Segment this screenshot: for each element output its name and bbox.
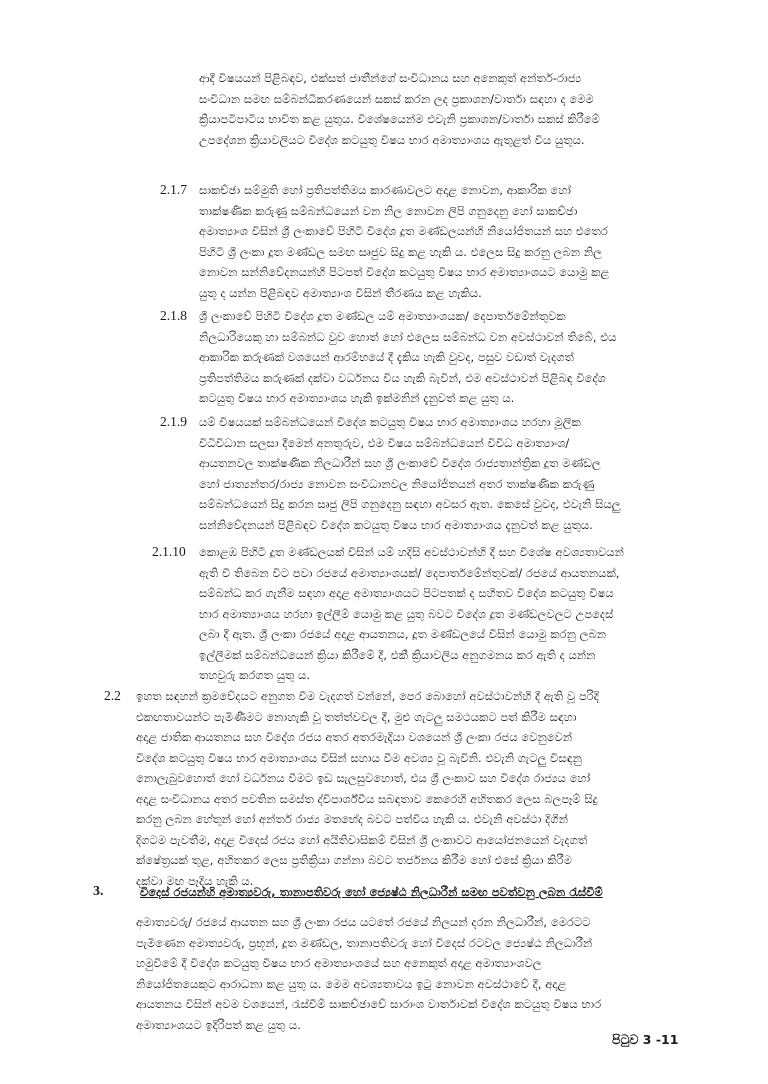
section-2-1-7-text bbox=[199, 180, 661, 303]
text-line: ඇති වී තිබෙන විට පවා රජයේ අමාත්‍යාංශයක්/ දෙපාර්තමේන්තුවක්/ රජයේ ආයතනයක්, bbox=[199, 565, 620, 580]
text-line: හමුවීමේ දී විදේශ කටයුතු විෂය භාර අමාත්‍යාංශයේ සහ අනෙකුත් අදාළ අමාත්‍යාංශවල bbox=[136, 956, 542, 970]
text-line: පිහිටි ශ්‍රී ලංකා දූත මණ්ඩල සමඟ සෘජුව සිදු කළ හැකි ය. එලෙස සිදු කරනු ලබන නිල bbox=[199, 244, 602, 259]
text-line: අදාළ ජාතික ආයතනය සහ විදේශ රජය අතර අතරමැදියා වශයෙන් ශ්‍රී ලංකා රජය වෙනුවෙන් bbox=[136, 730, 573, 744]
text-line: ආයතනවල තාක්ෂණික නිලධාරීන් සහ ශ්‍රී ලංකාවේ විදේශ රාජ්‍යතාන්ත්‍රික දූත මණ්ඩල bbox=[199, 456, 601, 470]
text-line: පැමිණෙන අමාත්‍යවරු, ප්‍රභූන්, දූත මණ්ඩල, තානාපතිවරු හෝ විදෙස් රටවල ජ්‍යෙෂ්ඨ නිලධාරීන් bbox=[136, 935, 593, 950]
section-number: 2.1.7 bbox=[160, 182, 187, 197]
text-line: නියෝජිතයෙකුට ආරාධනා කළ යුතු ය. මෙම අවශ්‍යතාවය ඉටු නොවන අවස්ථාවේ දී, අදාළ bbox=[136, 976, 567, 991]
text-line: සංවිධාන සමඟ සම්බන්ධීකරණයෙන් සකස් කරන ලද ප්‍රකාශන/වාර්තා සඳහා ද මෙම bbox=[199, 91, 594, 106]
section-number: 2.1.8 bbox=[160, 308, 187, 323]
intro-paragraph bbox=[199, 68, 661, 150]
text-line: ආදී විෂයයන් පිළිබඳව, එක්සත් ජාතීන්ගේ සංවිධානය සහ අනෙකුත් අන්තර්-රාජ්‍ය bbox=[199, 71, 582, 85]
text-line: කරනු ලබන හේතුන් හෝ අන්තර් රාජ්‍ය මතභේද බවට පත්විය හැකි ය. එවැනි අවස්ථා දිගින් bbox=[136, 812, 568, 826]
text-line: නොවන සන්නිවේදනයන්හි පිටපත් විදේශ කටයුතු විෂය භාර අමාත්‍යාංශයට යොමු කළ bbox=[199, 265, 610, 279]
text-line: අමාත්‍යවරු/ රජයේ ආයතන සහ ශ්‍රී ලංකා රජය යටතේ රජයේ නිලයන් දරන නිලධාරීන්, මෙරටට bbox=[136, 915, 591, 929]
text-line: දිගටම පැවතීම, අදාළ විදෙස් රජය හෝ අයිතිවාසිකම් විසින් ශ්‍රී ලංකාවට ආයෝජනයෙන් වැදගත් bbox=[136, 832, 588, 847]
section-2-1-9-text bbox=[199, 412, 661, 535]
text-line: ඉහත සඳහන් ක්‍රමවේදයට අනුගත වීම වැදගත් වන්නේ, පෙර බොහෝ අවස්ථාවන්හි දී ඇති වූ පරිදි bbox=[136, 689, 599, 703]
section-2-2-text bbox=[136, 686, 662, 891]
text-line: ක්ෂේත්‍රයක් තුළ, අහිතකර ලෙස ප්‍රතික්‍රියා ගන්නා බවට තර්ජනය කිරීම හෝ එසේ ක්‍රියා කිරීම bbox=[136, 853, 572, 867]
text-line: අමාත්‍යාංශයට ඉදිරිපත් කළ යුතු ය. bbox=[136, 1017, 301, 1032]
text-line: ශ්‍රී ලංකාවේ පිහිටි විදේශ දූත මණ්ඩල යම් අමාත්‍යාංශයක/ දෙපාර්තමේන්තුවක bbox=[199, 309, 566, 323]
text-line: ක්‍රියාපටිපාටිය භාවිත කළ යුතුය. විශේෂයෙන්ම එවැනි ප්‍රකාශන/වාර්තා සකස් කිරීමේ bbox=[199, 112, 600, 126]
text-line: සන්නිවේදනයන් පිළිබඳව විදේශ කටයුතු විෂය භාර අමාත්‍යාංශය දැනුවත් කළ යුතුය. bbox=[199, 517, 593, 532]
text-line: සම්බන්ධ කර ගැනීම සඳහා අදාළ අමාත්‍යාංශයට පිටපතක් ද සහිතව විදේශ කටයුතු විෂය bbox=[199, 586, 614, 600]
text-line: විධිවිධාන සලසා දීමෙන් අනතුරුව, එම විෂය සම්බන්ධයෙන් විවිධ අමාත්‍යාංශ/ bbox=[199, 435, 570, 450]
text-line: ආකාරික කරුණක් වශයෙන් ආරම්භයේ දී දැකිය හැකි වුවද, පසුව වඩාත් වැදගත් bbox=[199, 350, 574, 364]
text-line: යුතු ද යන්න පිළිබඳව අමාත්‍යාංශ විසින් තීරණය කළ හැකිය. bbox=[199, 285, 482, 300]
text-line: කොළඹ පිහිටි දූත මණ්ඩලයක් විසින් යම් හදිසි අවස්ථාවන්හි දී සහ විශේෂ අවශ්‍යතාවයන් bbox=[199, 545, 624, 559]
section-2-1-10-text bbox=[199, 542, 661, 686]
text-line: අදාළ සංවිධානය අතර පවතින සමස්ත ද්විපාර්ශ්වීය සබඳතාව කෙරෙහි අහිතකර ලෙස බලපෑම් සිදු bbox=[136, 791, 598, 806]
text-line: උපදේශන ක්‍රියාවලියට විදේශ කටයුතු විෂය භාර අමාත්‍යාංශය ඇතුළත් විය යුතුය. bbox=[199, 132, 585, 147]
text-line: ලබා දී ඇත. ශ්‍රී ලංකා රජයේ අදාළ ආයතනය, දූත මණ්ඩලයේ විසින් යොමු කරනු ලබන bbox=[199, 627, 607, 641]
text-line: එකඟතාවයන්ට පැමිණීමට නොහැකි වූ තත්ත්වවල දී, මුළු ගැටලු සමථයකට පත් කිරීම සඳහා bbox=[136, 709, 577, 724]
section-heading: විදෙස් රජයන්හි අමාත්‍යවරු, තානාපතිවරු හෝ ජ්‍යෙෂ්ඨ නිලධාරීන් සමඟ පවත්වනු ලබන රැස්වීම් bbox=[140, 885, 603, 899]
text-line: තාක්ෂණික කරුණු සම්බන්ධයෙන් වන නිල නොවන ලිපි ගනුදෙනු හෝ සාකච්ඡා bbox=[199, 203, 578, 218]
section-number: 2.1.9 bbox=[160, 414, 187, 429]
text-line: හෝ ජාත්‍යන්තර/රාජ්‍ය නොවන සංවිධානවල නියෝජිතයන් අතර තාක්ෂණික කරුණු bbox=[199, 476, 595, 491]
heading-number: 3. bbox=[93, 884, 104, 899]
text-line: සම්බන්ධයෙන් සිදු කරන සෘජු ලිපි ගනුදෙනු සඳහා අවසර ඇත. කෙසේ වුවද, එවැනි සියලු bbox=[199, 497, 621, 511]
text-line: යම් විෂයයක් සම්බන්ධයෙන් විදේශ කටයුතු විෂය භාර අමාත්‍යාංශය හරහා මූලික bbox=[199, 415, 581, 429]
text-line: සාකච්ඡා සම්මුති හෝ ප්‍රතිපත්තිමය කාරණාවලට අදාළ නොවන, ආකාරික හෝ bbox=[199, 183, 572, 197]
text-line: අමාත්‍යාංශ විසින් ශ්‍රී ලංකාවේ පිහිටි විදේශ දූත මණ්ඩලයන්හි නියෝජිතයන් සහ එතෙර bbox=[199, 224, 608, 238]
text-line: දක්වා මඟ පෑදිය හැකි ය. bbox=[136, 873, 254, 888]
text-line: විදේශ කටයුතු විෂය භාර අමාත්‍යාංශය විසින් සහාය වීම අවශ්‍ය වූ බැවිනි. එවැනි ගැටලු විසඳනු bbox=[136, 750, 582, 765]
text-line: ප්‍රතිපත්තිමය කරුණක් දක්වා වර්ධනය විය හැකි බැවින්, එම අවස්ථාවන් පිළිබඳ විදේශ bbox=[199, 370, 606, 385]
closing-paragraph bbox=[136, 912, 662, 1035]
page-number: පිටුව 3 -11 bbox=[612, 1032, 679, 1047]
text-line: නොලැබුවහොත් හෝ වර්ධනය වීමට ඉඩ සැලසුවහොත්, එය ශ්‍රී ලංකාව සහ විදේශ රාජ්‍යය හෝ bbox=[136, 771, 591, 785]
text-line: කටයුතු විෂය භාර අමාත්‍යාංශය හැකි ඉක්මනින් දැනුවත් කළ යුතු ය. bbox=[199, 391, 515, 405]
text-line: තහවුරු කරගත යුතු ය. bbox=[199, 668, 311, 682]
section-number: 2.1.10 bbox=[152, 544, 186, 559]
section-2-1-8-text bbox=[199, 306, 661, 409]
section-number: 2.2 bbox=[104, 688, 121, 703]
text-line: නිලධාරියෙකු හා සම්බන්ධ වුව හොත් හෝ එලෙස සම්බන්ධ වන අවස්ථාවන් තිබේ, එය bbox=[199, 329, 617, 344]
text-line: ඉල්ලීමක් සම්බන්ධයෙන් ක්‍රියා කිරීමේ දී, එකී ක්‍රියාවලිය අනුගමනය කර ඇති ද යන්න bbox=[199, 647, 596, 662]
text-line: ආයතනය විසින් අවම වශයෙන්, රැස්වීම් සාකච්ඡාවේ සාරාංශ වාර්තාවක් විදේශ කටයුතු විෂය භාර bbox=[136, 997, 602, 1011]
text-line: භාර අමාත්‍යාංශය හරහා ඉල්ලීම් යොමු කළ යුතු බවට විදේශ දූත මණ්ඩලවලට උපදෙස් bbox=[199, 606, 614, 621]
